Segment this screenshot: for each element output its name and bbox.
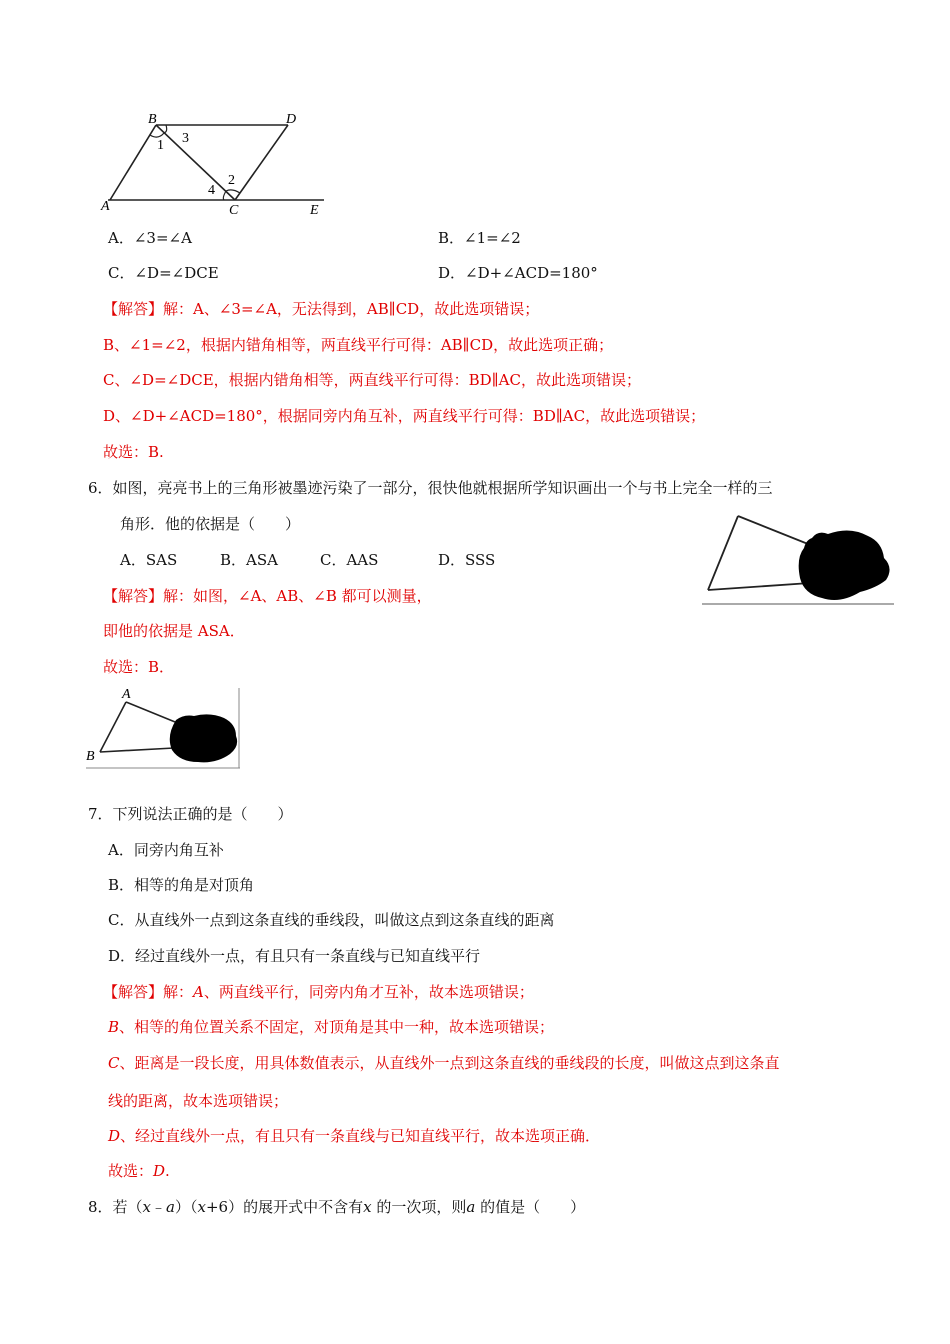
q7-option-a: A．同旁内角互补 [108, 841, 224, 859]
q7-option-d: D．经过直线外一点，有且只有一条直线与已知直线平行 [108, 947, 481, 965]
final-letter: D [153, 1162, 166, 1180]
angle-arc-3 [164, 125, 167, 133]
var-a: a [466, 1198, 476, 1216]
q7-option-c: C．从直线外一点到这条直线的垂线段，叫做这点到这条直线的距离 [108, 911, 555, 929]
angle-arc-1 [150, 133, 164, 137]
side-bottom [708, 583, 810, 590]
q7-option-b: B．相等的角是对顶角 [108, 876, 255, 894]
text: 8．若（ [88, 1198, 143, 1216]
answer-text: 、距离是一段长度，用具体数值表示，从直线外一点到这条直线的垂线段的长度，叫做这点到这条直 [119, 1054, 780, 1072]
q5-figure [98, 108, 330, 220]
option-letter: A [193, 983, 204, 1001]
answer-text: 、经过直线外一点，有且只有一条直线与已知直线平行，故本选项正确． [120, 1127, 601, 1145]
answer-head: 【解答】解： [103, 983, 194, 1001]
q7-answer-line-4: 线的距离，故本选项错误； [108, 1092, 289, 1110]
var-x: x [142, 1198, 152, 1216]
q5-answer-line-3: C、∠D=∠DCE，根据内错角相等，两直线平行可得：BD∥AC，故此选项错误； [103, 371, 641, 389]
line-ab [110, 125, 156, 200]
label-a: A [122, 687, 131, 702]
final-prefix: 故选： [108, 1162, 154, 1180]
text: 的值是（ ） [475, 1198, 586, 1216]
q6-answer-line-3: 故选：B． [103, 658, 175, 676]
label-1: 1 [157, 138, 164, 153]
label-4: 4 [208, 183, 215, 198]
option-letter: D [108, 1127, 121, 1145]
q5-option-b: B．∠1=∠2 [438, 229, 521, 247]
q7-answer-line-2 [108, 1017, 554, 1037]
angle-arc-4 [223, 191, 226, 200]
q5-option-d: D．∠D+∠ACD=180° [438, 264, 598, 282]
line-bc [156, 125, 235, 200]
text: +6）的展开式中不含有 [205, 1198, 364, 1216]
label-c: C [229, 203, 239, 218]
side-a-top [126, 702, 180, 724]
q5-option-a: A．∠3=∠A [108, 229, 192, 247]
q7-answer-line-5 [108, 1126, 600, 1146]
var-a: a [166, 1198, 175, 1216]
text: 的一次项，则 [371, 1198, 467, 1216]
q8-stem [88, 1197, 585, 1217]
q7-stem: 7．下列说法正确的是（ ） [88, 805, 293, 823]
label-b: B [86, 749, 95, 764]
ink-blot [799, 530, 890, 600]
q6-stem-line-1: 6．如图，亮亮书上的三角形被墨迹污染了一部分，很快他就根据所学知识画出一个与书上完全一样的三 [88, 479, 773, 497]
label-2: 2 [228, 173, 235, 188]
q5-answer-line-4: D、∠D+∠ACD=180°，根据同旁内角互补，两直线平行可得：BD∥AC，故此选项错误； [103, 407, 706, 425]
q6-option-d: D．SSS [438, 551, 496, 569]
q5-answer-line-5: 故选：B. [103, 443, 164, 461]
q6-option-c: C．AAS [320, 551, 379, 569]
label-d: D [286, 112, 297, 127]
side-ab [100, 702, 126, 752]
option-letter: B [108, 1018, 120, 1036]
final-suffix: . [165, 1162, 170, 1180]
q5-answer-line-2: B、∠1=∠2，根据内错角相等，两直线平行可得：AB∥CD，故此选项正确； [103, 336, 614, 354]
label-b: B [148, 112, 157, 127]
side-b-bottom [100, 748, 174, 752]
label-a: A [101, 199, 110, 214]
answer-text: 、两直线平行，同旁内角才互补，故本选项错误； [203, 983, 534, 1001]
q6-option-b: B．ASA [220, 551, 278, 569]
q5-answer-line-1: 【解答】解：A、∠3=∠A，无法得到，AB∥CD，故此选项错误； [103, 300, 540, 318]
label-e: E [310, 203, 319, 218]
q7-answer-line-3 [108, 1053, 780, 1073]
line-cd [235, 125, 288, 200]
q6-stem-line-2: 角形．他的依据是（ ） [120, 515, 301, 533]
q6-option-a: A．SAS [120, 551, 178, 569]
q6-ink-triangle-figure [700, 508, 896, 608]
q6-answer-figure [84, 684, 242, 770]
ink-blot-small [170, 714, 237, 762]
option-letter: C [108, 1054, 120, 1072]
q5-option-c: C．∠D=∠DCE [108, 264, 219, 282]
label-3: 3 [182, 131, 189, 146]
q7-answer-line-1 [103, 982, 534, 1002]
text: ﹣ [151, 1198, 167, 1216]
text: ）（ [174, 1198, 198, 1216]
q7-answer-final [108, 1161, 170, 1181]
side-left [708, 516, 738, 590]
q6-answer-line-1: 【解答】解：如图，∠A、AB、∠B 都可以测量， [103, 587, 432, 605]
answer-text: 、相等的角位置关系不固定，对顶角是其中一种，故本选项错误； [119, 1018, 555, 1036]
var-x: x [363, 1198, 372, 1216]
q6-answer-line-2: 即他的依据是 ASA． [103, 622, 245, 640]
var-x: x [197, 1198, 206, 1216]
